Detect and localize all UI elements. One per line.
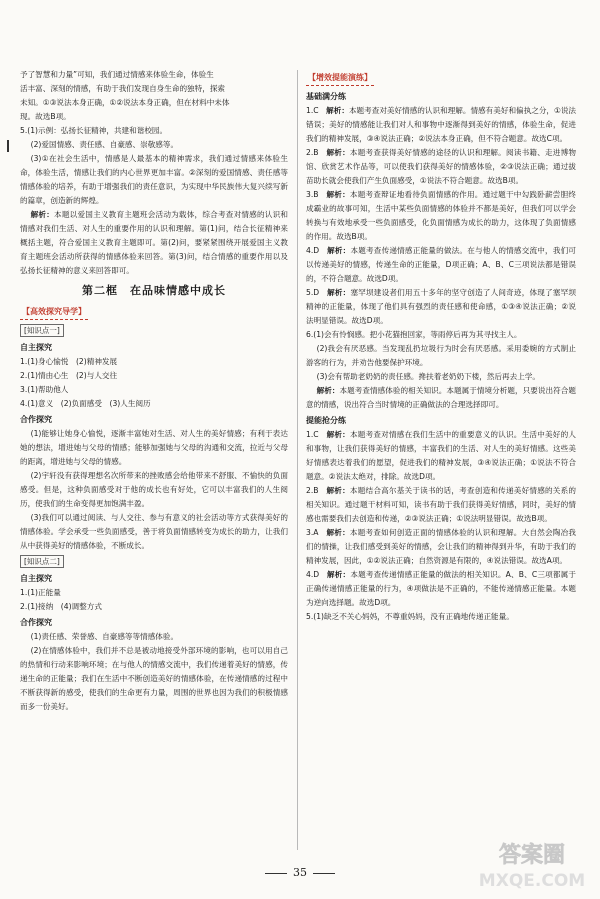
right-paragraph: 1.C 解析：本题考查对情感在我们生活中的重要意义的认识。生活中美好的人和事物，让我们获得美好的情感，丰富我们的生活、对人生的美好情感。这些美好情感表达着我们的愿望，促进我们的精神发展，③④说法正确；①说法不符合题意。②说法太绝对，排除。故选D项。 xyxy=(306,430,576,481)
analysis-label: 解析： xyxy=(327,570,351,579)
knowledge-point-1: [知识点一] xyxy=(20,324,64,337)
left-paragraph: (3)①在社会生活中，情感是人最基本的精神需求，我们通过情感来体验生命，体验生活，情感让我们的内心世界更加丰富。②深刻的爱国情感、责任感等情感体验的培养，有助于增强我们的责任意识，为实现中华民族伟大复兴续写新的篇章，创造新的辉煌。 xyxy=(20,154,288,205)
right-paragraph: (3)会有帮助老奶奶的责任感。搀扶着老奶奶下楼，然后再去上学。 xyxy=(316,372,541,381)
left-paragraph: 活丰富、深刻的情感，有助于我们发现自身生命的独特，探索 xyxy=(20,84,226,93)
section-header-explore: 【高效探究导学】 xyxy=(20,305,88,320)
analysis-label: 解析： xyxy=(327,246,351,255)
analysis-label: 解析： xyxy=(30,210,55,219)
right-paragraph: 6.(1)会有怜悯感。把小花猫抱回家，等雨停后再为其寻找主人。 xyxy=(306,330,522,339)
analysis-label: 解析： xyxy=(326,106,349,115)
left-paragraph: (1)能够让她身心愉悦，逐渐丰富她对生活、对人生的美好情感；有利于表达她的想法，增进她与父母的情感；能够加强她与父母的沟通和交流，拉近与父母的距离，增进她与父母的情感。 xyxy=(20,429,288,466)
analysis-label: 解析： xyxy=(316,386,340,395)
subsection-heading: 提能抢分练 xyxy=(306,416,346,425)
page-number-dash-right xyxy=(313,873,335,874)
left-top-block xyxy=(20,68,288,278)
analysis-label: 解析： xyxy=(326,190,350,199)
margin-mark xyxy=(7,140,9,152)
page-number-text: 35 xyxy=(293,866,307,879)
knowledge-point-2: [知识点二] xyxy=(20,555,64,568)
analysis-label: 解析： xyxy=(326,528,350,537)
page-number-dash-left xyxy=(265,873,287,874)
left-paragraph: 予了智慧和力量”可知，我们通过情感来体验生命，体验生 xyxy=(20,70,214,79)
page-number xyxy=(0,866,600,879)
analysis-label: 解析： xyxy=(327,288,351,297)
left-paragraph: 现。故选B项。 xyxy=(20,112,71,121)
left-paragraph: 解析：本题以爱国主义教育主题班会活动为载体，综合考查对情感的认识和情感对我们生活、对人生的重要作用的认识和理解。第(1)问，结合长征精神来概括主题，符合爱国主义教育主题即可。第(2)问，要紧紧围绕开展爱国主义教育主题班会活动所获得的情感体验来回答。第(3)问，结合情感的重要作用以及弘扬长征精神的意义来回答即可。 xyxy=(20,210,289,275)
left-paragraph: 2.(1)接纳 (4)调整方式 xyxy=(20,602,102,611)
subsection-heading: 基础满分练 xyxy=(306,92,346,101)
watermark-text: 答案圈 xyxy=(498,843,566,868)
left-paragraph: 2.(1)情由心生 (2)与人交往 xyxy=(20,371,118,380)
right-paragraph: 3.B 解析：本题考查辩证地看待负面情感的作用。通过题干中勾践卧薪尝胆终成霸业的故事可知，生活中某些负面情感的体验并不都是美好，但我们可以学会转换与有效地承受一些负面感受，化负面情感为成长的助力，这体现了负面情感的作用。故选B项。 xyxy=(306,190,577,241)
right-paragraph: 3.A 解析：本题考查如何创造正面的情感体验的认识和理解。大自然会陶冶我们的情操，让我们感受到美好的情感，会让我们的精神得到升华，有助于我们的精神发展，因此，①②说法正确；自然资源是有限的，④说法错误。故选A项。 xyxy=(306,528,577,565)
subsection-heading: 自主探究 xyxy=(20,574,52,583)
right-paragraph: 2.B 解析：本题结合高尔基关于读书的话，考查创造和传递美好情感的关系的相关知识。通过题干材料可知，读书有助于我们获得美好情感，同时，美好的情感也需要我们去创造和传递，②③说法正确；①说法明显错误。故选B项。 xyxy=(306,486,577,523)
left-column xyxy=(20,68,288,714)
right-paragraph: 5.D 解析：塞罕坝建设者们用五十多年的坚守创造了人间奇迹，体现了塞罕坝精神的正能量，体现了他们具有强烈的责任感和使命感，①③④说法正确；②说法明显错误。故选D项。 xyxy=(306,288,577,325)
left-paragraph: (3)我们可以通过阅读、与人交往、参与有意义的社会活动等方式获得美好的情感体验。学会承受一些负面感受，善于将负面情感转变为成长的助力，让我们从中获得美好的情感体验，不断成长。 xyxy=(20,513,288,550)
left-paragraph: 4.(1)意义 (2)负面感受 (3)人生阅历 xyxy=(20,399,151,408)
chapter-title: 第二框 在品味情感中成长 xyxy=(82,284,226,297)
right-paragraph: 4.D 解析：本题考查传递情感正能量的做法的相关知识。A、B、C三项都属于正确传递情感正能量的行为，④项做法是不正确的，不能传递情感正能量。本题为逆向选择题。故选D项。 xyxy=(306,570,576,607)
section-header-practice: 【增效提能演练】 xyxy=(306,71,374,86)
watermark-url: MXQE.COM xyxy=(478,871,586,891)
left-paragraph: 3.(1)帮助他人 xyxy=(20,385,69,394)
subsection-heading: 自主探究 xyxy=(20,343,52,352)
right-paragraph: 1.C 解析：本题考查对美好情感的认识和理解。情感有美好和偏执之分，①说法错误；美好的情感能让我们对人和事物中逐渐得到美好的情感，体验生命，促进我们的精神发展，③④说法正确；②说法本身正确，但不符合题意。故选C项。 xyxy=(306,106,577,143)
right-paragraph: 4.D 解析：本题考查传递情感正能量的做法。在与他人的情感交流中，我们可以传递美好的情感，传递生命的正能量，D项正确；A、B、C三项说法都是错误的，不符合题意。故选D项。 xyxy=(306,246,577,283)
analysis-label: 解析： xyxy=(326,430,350,439)
right-body-block xyxy=(306,90,576,624)
watermark-logo xyxy=(468,836,596,892)
right-paragraph: 2.B 解析：本题考查获得美好情感的途径的认识和理解。阅读书籍、走进博物馆、欣赏艺术作品等，可以使我们获得美好的情感体验，②③说法正确；通过拔苗助长就会使我们产生负面感受，①说法不符合题意。故选B项。 xyxy=(306,148,577,185)
left-paragraph: (2)在情感体验中，我们并不总是被动地接受外部环境的影响，也可以用自己的热情和行动来影响环境；在与他人的情感交流中，我们传递着美好的情感，传递生命的正能量；我们在生活中不断创造美好的情感体验，在传递情感的过程中不断获得新的感受，使我们的生命更有力量，周围的世界也因为我们的积极情感而多一份美好。 xyxy=(20,646,288,711)
right-paragraph: 5.(1)缺乏不关心妈妈，不尊重妈妈，没有正确地传递正能量。 xyxy=(306,612,514,621)
analysis-label: 解析： xyxy=(326,148,350,157)
right-paragraph: (2)我会有厌恶感。当发现乱扔垃圾行为时会有厌恶感。采用委婉的方式制止游客的行为，并劝告他要保护环境。 xyxy=(306,344,576,367)
column-divider xyxy=(297,70,298,850)
left-paragraph: (2)宇轩没有获得理想名次所带来的挫败感会给他带来不舒服、不愉快的负面感受。但是，这种负面感受对于他的成长也有好处，它可以丰富我们的人生阅历，使我们的生命变得更加饱满丰盈。 xyxy=(20,471,288,508)
right-paragraph: 解析：本题考查情感体验的相关知识。本题属于情境分析题，只要说出符合题意的情感，说出符合当时情境的正确做法的合理选择即可。 xyxy=(306,386,576,409)
subsection-heading: 合作探究 xyxy=(20,415,52,424)
left-paragraph: 1.(1)身心愉悦 (2)精神发展 xyxy=(20,357,118,366)
left-paragraph: 未知。①③说法本身正确，①②说法本身正确，但在材料中未体 xyxy=(20,98,230,107)
analysis-label: 解析： xyxy=(326,486,350,495)
left-paragraph: 5.(1)示例：弘扬长征精神，共建和谐校园。 xyxy=(20,126,168,135)
left-paragraph: (2)爱国情感、责任感、自豪感、崇敬感等。 xyxy=(30,140,179,149)
left-paragraph: 1.(1)正能量 xyxy=(20,588,61,597)
subsection-heading: 合作探究 xyxy=(20,618,52,627)
right-column xyxy=(306,68,576,624)
left-bottom-block xyxy=(20,341,288,714)
left-paragraph: (1)责任感、荣誉感、自豪感等等情感体验。 xyxy=(30,632,179,641)
